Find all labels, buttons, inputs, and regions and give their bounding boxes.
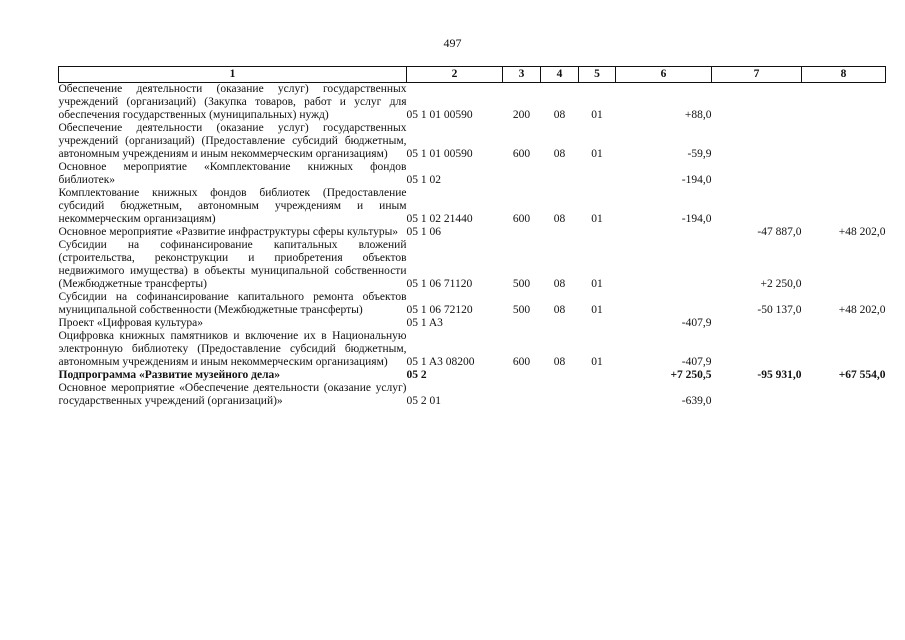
row-expense-type [503, 226, 541, 239]
row-code: 05 1 06 [406, 226, 441, 238]
row-expense-type [503, 382, 541, 408]
row-value-7: +2 250,0 [760, 278, 802, 290]
header-col-4: 4 [541, 67, 579, 83]
row-expense-type: 600 [512, 356, 531, 368]
row-value-7 [712, 161, 802, 187]
table-row [59, 291, 886, 317]
header-col-6: 6 [616, 67, 712, 83]
row-value-7 [712, 83, 802, 123]
row-section [541, 369, 579, 382]
table-body [59, 83, 886, 409]
row-value-7 [712, 382, 802, 408]
row-value-6: +88,0 [684, 109, 712, 121]
row-code: 05 1 06 72120 [406, 304, 473, 316]
table-row [59, 226, 886, 239]
row-value-6: -407,9 [681, 356, 712, 368]
row-code: 05 2 [406, 369, 427, 381]
row-value-7: -50 137,0 [757, 304, 802, 316]
row-subsection: 01 [591, 213, 603, 225]
row-value-6 [616, 226, 712, 239]
row-code: 05 1 01 00590 [406, 109, 473, 121]
row-value-6: -407,9 [681, 317, 712, 329]
row-code: 05 1 A3 [406, 317, 443, 329]
row-value-8: +67 554,0 [838, 369, 886, 381]
row-value-8 [802, 122, 886, 161]
page-number: 497 [443, 36, 462, 50]
row-description: Обеспечение деятельности (оказание услуг) государственных учреждений (организаций) (Предоставление субсидий бюджетным, автономным учреждениям и иным некоммерческим организациям) [58, 122, 407, 160]
row-expense-type: 500 [512, 304, 531, 316]
row-section [541, 317, 579, 330]
table-row [59, 187, 886, 226]
row-description: Основное мероприятие «Комплектование книжных фондов библиотек» [58, 161, 407, 186]
row-section [541, 226, 579, 239]
row-section: 08 [553, 304, 566, 316]
header-col-2: 2 [407, 67, 503, 83]
table-row [59, 317, 886, 330]
row-section [541, 382, 579, 408]
row-value-8: +48 202,0 [838, 304, 886, 316]
row-value-6: +7 250,5 [670, 369, 712, 381]
row-subsection: 01 [591, 109, 603, 121]
row-description: Основное мероприятие «Развитие инфраструктуры сферы культуры» [58, 226, 399, 238]
row-value-7 [712, 330, 802, 369]
row-value-6: -639,0 [681, 395, 712, 407]
table-row [59, 122, 886, 161]
row-code: 05 2 01 [406, 395, 441, 407]
row-section [541, 161, 579, 187]
row-description: Обеспечение деятельности (оказание услуг) государственных учреждений (организаций) (Закупка товаров, работ и услуг для обеспечения государственных (муниципальных) нужд) [58, 83, 407, 121]
row-value-7: -47 887,0 [757, 226, 802, 238]
table-row [59, 330, 886, 369]
row-description: Оцифровка книжных памятников и включение их в Национальную электронную библиотеку (Предоставление субсидий бюджетным, автономным учреждениям и иным некоммерческим организациям) [58, 330, 407, 368]
table-row [59, 369, 886, 382]
row-description: Проект «Цифровая культура» [58, 317, 204, 329]
row-expense-type: 600 [512, 213, 531, 225]
row-value-7 [712, 187, 802, 226]
row-value-6 [616, 239, 712, 291]
row-expense-type [503, 317, 541, 330]
row-value-8 [802, 161, 886, 187]
row-code: 05 1 02 21440 [406, 213, 473, 225]
row-expense-type: 200 [512, 109, 531, 121]
row-code: 05 1 06 71120 [406, 278, 473, 290]
row-subsection [579, 382, 616, 408]
row-code: 05 1 A3 08200 [406, 356, 475, 368]
row-value-8: +48 202,0 [838, 226, 886, 238]
row-description: Комплектование книжных фондов библиотек (Предоставление субсидий бюджетным, автономным учреждениям и иным некоммерческим организациям) [58, 187, 407, 225]
row-subsection [579, 226, 616, 239]
row-code: 05 1 02 [406, 174, 441, 186]
row-value-8 [802, 187, 886, 226]
row-value-6: -59,9 [687, 148, 712, 160]
row-code: 05 1 01 00590 [406, 148, 473, 160]
row-value-8 [802, 83, 886, 123]
table-row [59, 161, 886, 187]
header-row [59, 67, 886, 83]
row-description: Основное мероприятие «Обеспечение деятельности (оказание услуг) государственных учреждений (организаций)» [58, 382, 407, 407]
row-value-6 [616, 291, 712, 317]
table-row [59, 83, 886, 123]
row-subsection: 01 [591, 148, 603, 160]
header-col-3: 3 [503, 67, 541, 83]
row-section: 08 [553, 109, 566, 121]
header-col-8: 8 [802, 67, 886, 83]
row-subsection: 01 [591, 356, 603, 368]
table-row [59, 239, 886, 291]
header-col-1: 1 [59, 67, 407, 83]
row-value-8 [802, 382, 886, 408]
row-expense-type: 600 [512, 148, 531, 160]
row-subsection: 01 [591, 304, 603, 316]
row-expense-type: 500 [512, 278, 531, 290]
row-description: Подпрограмма «Развитие музейного дела» [58, 369, 281, 381]
row-section: 08 [553, 213, 566, 225]
header-col-7: 7 [712, 67, 802, 83]
row-subsection: 01 [591, 278, 603, 290]
table-row [59, 382, 886, 408]
row-value-6: -194,0 [681, 174, 712, 186]
row-description: Субсидии на софинансирование капитального ремонта объектов муниципальной собственности (Межбюджетные трансферты) [58, 291, 407, 316]
row-value-6: -194,0 [681, 213, 712, 225]
row-section: 08 [553, 278, 566, 290]
row-value-7 [712, 317, 802, 330]
row-expense-type [503, 161, 541, 187]
row-subsection [579, 369, 616, 382]
row-expense-type [503, 369, 541, 382]
row-subsection [579, 317, 616, 330]
row-section: 08 [553, 148, 566, 160]
row-description: Субсидии на софинансирование капитальных вложений (строительства, реконструкции и приобретения объектов недвижимого имущества) в объекты муниципальной собственности (Межбюджетные трансферты) [58, 239, 407, 290]
row-value-8 [802, 317, 886, 330]
row-value-7 [712, 122, 802, 161]
row-subsection [579, 161, 616, 187]
row-section: 08 [553, 356, 566, 368]
row-value-7: -95 931,0 [757, 369, 802, 381]
row-value-8 [802, 330, 886, 369]
header-col-5: 5 [579, 67, 616, 83]
row-value-8 [802, 239, 886, 291]
budget-table [58, 66, 886, 408]
